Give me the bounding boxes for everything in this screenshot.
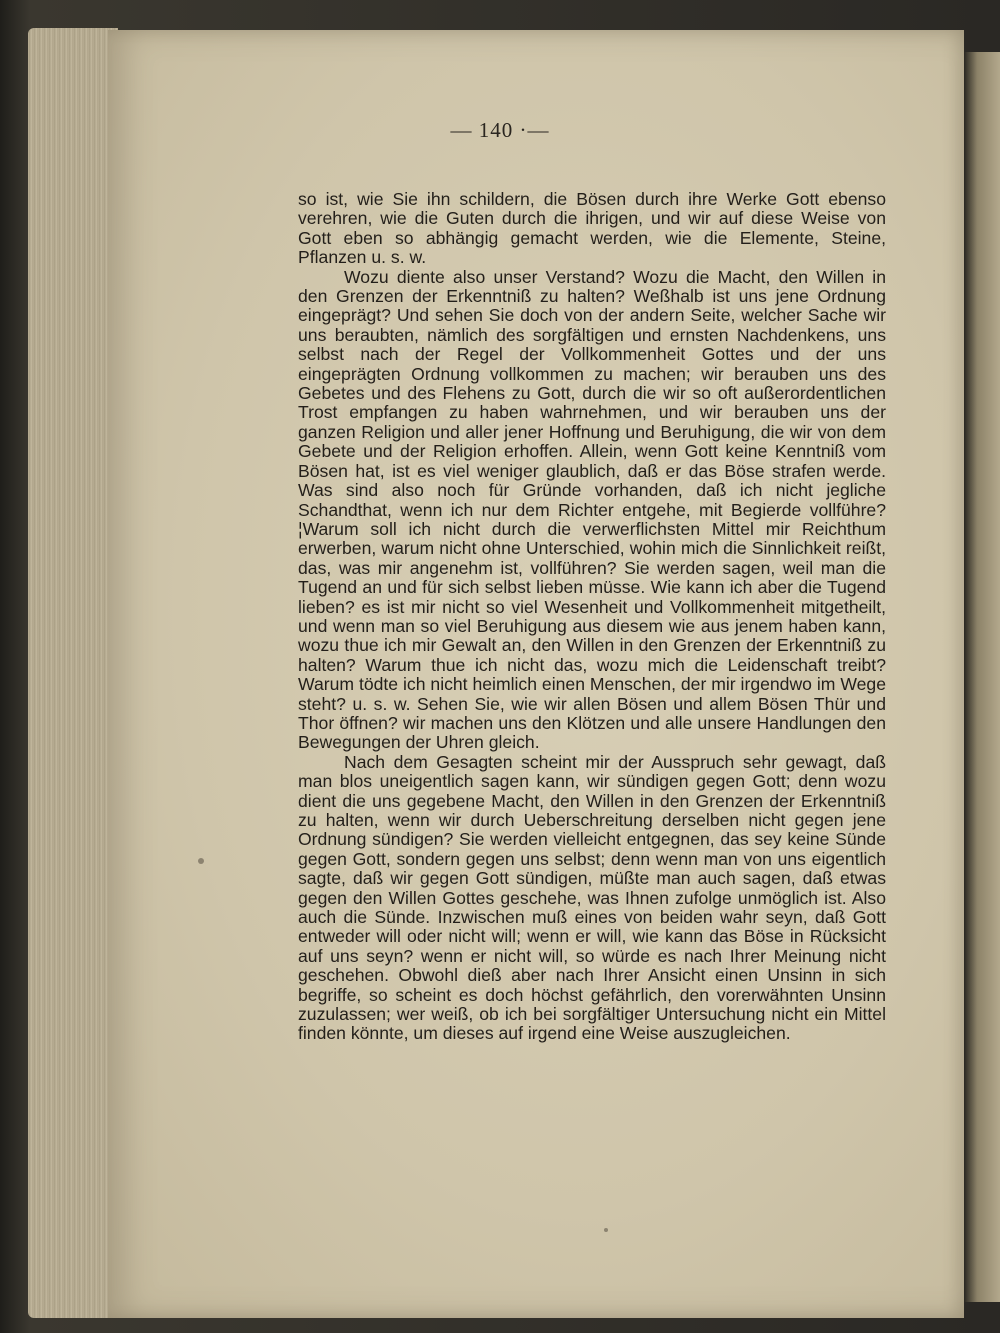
paragraph: so ist, wie Sie ihn schildern, die Bösen durch ihre Werke Gott ebenso verehren, wie die Guten durch die ihrigen, und wir auf diese Weise von Gott eben so abhängig gemacht werden, wie die Elemente, Steine, Pflanzen u. s. w. xyxy=(298,189,886,268)
paragraph: Nach dem Gesagten scheint mir der Ausspruch sehr gewagt, daß man blos uneigentlich sagen kann, wir sündigen gegen Gott; denn wozu dient die uns gegebene Macht, den Willen in den Grenzen der Erkenntniß zu halten, wenn wir durch Ueberschreitung derselben nicht gegen jene Ordnung sündigen? Sie werden vielleicht entgegnen, das sey keine Sünde gegen Gott, sondern gegen uns selbst; denn wenn man von uns eigentlich sagte, daß wir gegen Gott sündigen, müßte man auch sagen, daß etwas gegen den Willen Gottes geschehe, was Ihnen zufolge unmöglich ist. Also auch die Sünde. Inzwischen muß eines von beiden wahr seyn, daß Gott entweder will oder nicht will; wenn er will, wie kann das Böse in Rücksicht auf uns seyn? wenn er nicht will, so würde es nach Ihrer Meinung nicht geschehen. Obwohl dieß aber nach Ihrer Ansicht einen Unsinn in sich begriffe, so scheint es doch höchst gefährlich, den vorerwähnten Unsinn zuzulassen; wer weiß, ob ich bei sorgfältiger Untersuchung nicht ein Mittel finden könnte, um dieses auf irgend eine Weise auszugleichen. xyxy=(298,751,886,1044)
body-text xyxy=(298,190,886,1044)
facing-page-edge xyxy=(962,52,1000,1302)
paper-speck xyxy=(198,858,204,864)
page-number: — 140 ·— xyxy=(450,118,550,142)
paper-speck xyxy=(604,1228,608,1232)
page-stack-edges xyxy=(28,28,118,1318)
paragraph: Wozu diente also unser Verstand? Wozu die Macht, den Willen in den Grenzen der Erkenntniß zu halten? Weßhalb ist uns jene Ordnung eingeprägt? Und sehen Sie doch von der andern Seite, welcher Sache wir uns beraubten, nämlich des sorgfältigen und ernsten Nachdenkens, uns selbst nach der Regel der Vollkommenheit Gottes und der uns eingeprägten Ordnung vollkommen zu machen; wir berauben uns des Gebetes und des Flehens zu Gott, durch die wir so oft außerordentlichen Trost empfangen zu haben wahrnehmen, und wir berauben uns der ganzen Religion und aller jener Hoffnung und Beruhigung, die wir von dem Gebete und der Religion erhoffen. Allein, wenn Gott keine Kenntniß vom Bösen hat, ist es viel weniger glaublich, daß er das Böse strafen werde. Was sind also noch für Gründe vorhanden, daß ich nicht jegliche Schandthat, wenn ich nur dem Richter entgehe, mit Begierde vollführe? ¦Warum soll ich nicht durch die verwerflichsten Mittel mir Reichthum erwerben, warum nicht ohne Unterschied, wohin mich die Sinnlichkeit reißt, das, was mir angenehm ist, vollführen? Sie werden sagen, weil man die Tugend an und für sich selbst lieben müsse. Wie kann ich aber die Tugend lieben? es ist mir nicht so viel Wesenheit und Vollkommenheit mitgetheilt, und wenn man so viel Beruhigung aus diesem wie aus jenem haben kann, wozu thue ich mir Gewalt an, den Willen in den Grenzen der Erkenntniß zu halten? Warum thue ich nicht das, wozu mich die Leidenschaft treibt? Warum tödte ich nicht heimlich einen Menschen, der mir irgendwo im Wege steht? u. s. w. Sehen Sie, wie wir allen Bösen und allem Bösen Thür und Thor öffnen? wir machen uns den Klötzen und alle unsere Handlungen den Bewegungen der Uhren gleich. xyxy=(298,266,886,753)
